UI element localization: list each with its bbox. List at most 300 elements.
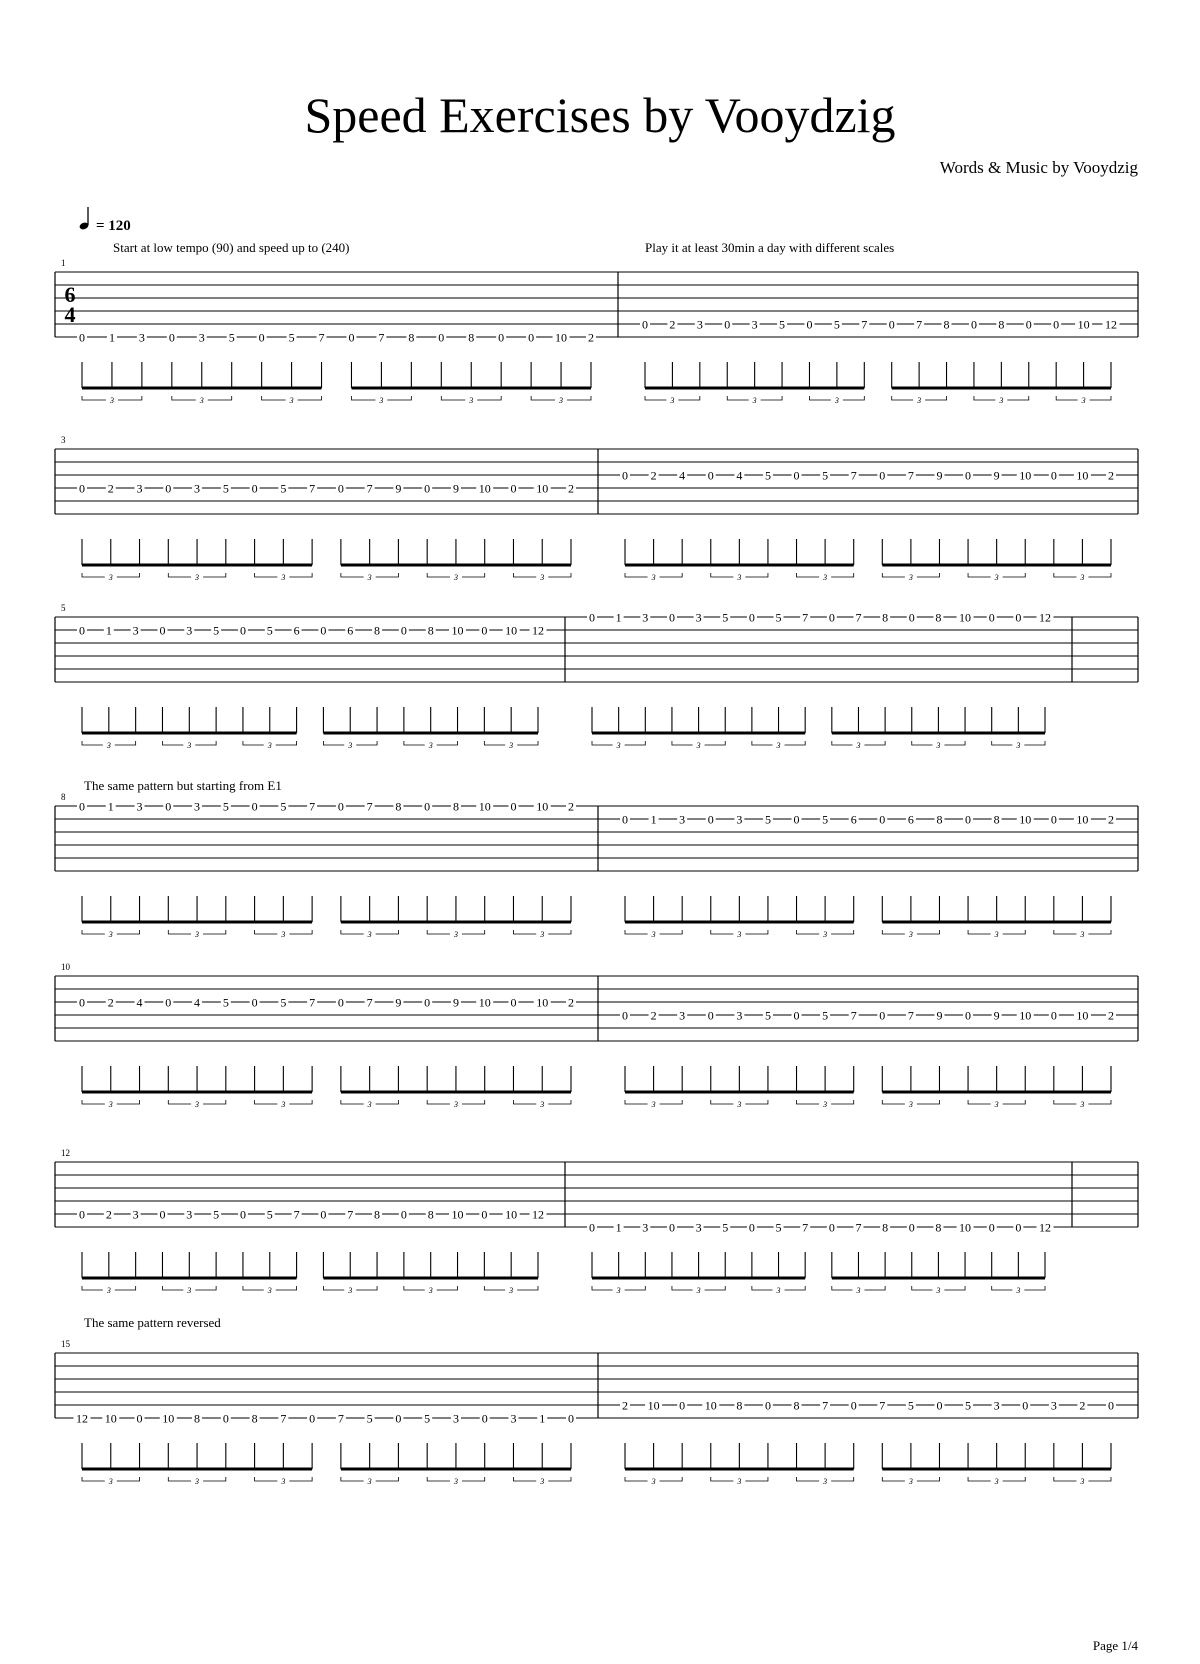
tab-note [534, 995, 551, 1009]
triplet-label: 3 [823, 930, 828, 939]
fret-number: 0 [622, 1008, 628, 1023]
fret-number: 0 [424, 799, 431, 814]
tab-note [278, 995, 288, 1009]
triplet-label: 3 [696, 1286, 701, 1295]
fret-number: 0 [424, 995, 431, 1010]
tab-note [318, 623, 328, 637]
tab-note [292, 623, 302, 637]
fret-number: 0 [159, 623, 166, 638]
fret-number: 0 [79, 799, 85, 814]
fret-number: 5 [280, 799, 287, 814]
tab-note [287, 330, 297, 344]
fret-number: 3 [452, 1411, 459, 1426]
tab-note [399, 623, 409, 637]
triplet-label: 3 [281, 1100, 286, 1109]
fret-number: 0 [748, 610, 755, 625]
fret-number: 7 [907, 468, 914, 483]
fret-number: 3 [186, 1207, 193, 1222]
tab-system-1 [55, 258, 1138, 405]
fret-number: 5 [822, 1008, 829, 1023]
tab-note [1017, 1008, 1034, 1022]
fret-number: 0 [251, 799, 258, 814]
tab-note [106, 995, 116, 1009]
fret-number: 3 [194, 481, 201, 496]
fret-number: 0 [251, 481, 258, 496]
triplet-label: 3 [509, 741, 514, 750]
tab-note [106, 481, 116, 495]
triplet-label: 3 [367, 930, 372, 939]
triplet-label: 3 [737, 930, 742, 939]
tab-note [393, 1411, 403, 1425]
triplet-label: 3 [1081, 396, 1086, 405]
tab-note [508, 799, 518, 813]
triplet-label: 3 [856, 1286, 861, 1295]
tab-note [399, 1207, 409, 1221]
triplet-label: 3 [776, 1286, 781, 1295]
fret-number: 5 [822, 812, 829, 827]
fret-number: 8 [427, 1207, 434, 1222]
fret-number: 3 [138, 330, 145, 345]
credit-line: Words & Music by Vooydzig [939, 158, 1138, 177]
fret-number: 9 [993, 468, 1000, 483]
tab-note [317, 330, 327, 344]
fret-number: 2 [107, 481, 114, 496]
fret-number: 5 [222, 481, 229, 496]
triplet-label: 3 [908, 1477, 913, 1486]
tab-note [694, 1220, 704, 1234]
fret-number: 9 [452, 481, 459, 496]
triplet-label: 3 [540, 1477, 545, 1486]
tab-note [345, 1207, 355, 1221]
fret-number: 5 [280, 995, 287, 1010]
tab-note [566, 799, 576, 813]
tab-note [1051, 317, 1061, 331]
fret-number: 0 [1022, 1398, 1029, 1413]
fret-number: 12 [532, 623, 544, 638]
tab-note [667, 1220, 677, 1234]
tab-note [614, 610, 624, 624]
fret-number: 0 [707, 468, 714, 483]
tab-note [702, 1398, 719, 1412]
tab-note [345, 623, 355, 637]
triplet-label: 3 [453, 930, 458, 939]
fret-number: 0 [165, 799, 172, 814]
tab-note [422, 481, 432, 495]
fret-number: 5 [222, 995, 229, 1010]
fret-number: 0 [965, 812, 972, 827]
triplet-label: 3 [936, 741, 941, 750]
triplet-label: 3 [367, 1100, 372, 1109]
tab-note [645, 1398, 662, 1412]
tab-note [1077, 1398, 1087, 1412]
tab-note [1037, 1220, 1054, 1234]
tab-note [192, 1411, 202, 1425]
fret-number: 7 [366, 799, 373, 814]
fret-number: 10 [162, 1411, 175, 1426]
tab-note [763, 1008, 773, 1022]
fret-number: 10 [959, 610, 972, 625]
tab-note [880, 610, 890, 624]
fret-number: 8 [935, 1220, 942, 1235]
fret-number: 0 [793, 812, 800, 827]
fret-number: 10 [555, 330, 568, 345]
tab-note [640, 610, 650, 624]
fret-number: 8 [374, 623, 381, 638]
triplet-label: 3 [994, 930, 999, 939]
tab-note [1020, 1398, 1030, 1412]
triplet-label: 3 [651, 930, 656, 939]
tab-note [197, 330, 207, 344]
tab-note [747, 610, 757, 624]
fret-number: 0 [679, 1398, 686, 1413]
measure-number: 1 [61, 258, 66, 268]
fret-number: 8 [194, 1411, 201, 1426]
fret-number: 0 [908, 1220, 915, 1235]
tab-note [747, 1220, 757, 1234]
fret-number: 0 [965, 468, 972, 483]
fret-number: 2 [568, 995, 574, 1010]
tab-note [963, 1008, 973, 1022]
tab-note [804, 317, 814, 331]
tab-note [820, 1398, 830, 1412]
tab-note [365, 1411, 375, 1425]
fret-number: 0 [510, 481, 517, 496]
tab-note [1037, 610, 1054, 624]
triplet-label: 3 [856, 741, 861, 750]
tab-system-5 [55, 603, 1138, 750]
tab-note [163, 799, 173, 813]
fret-number: 0 [79, 623, 85, 638]
tab-note [992, 1008, 1002, 1022]
tab-note [996, 317, 1006, 331]
fret-number: 0 [970, 317, 977, 332]
tab-note [877, 812, 887, 826]
fret-number: 7 [802, 610, 809, 625]
fret-number: 9 [936, 468, 943, 483]
tab-note [877, 1398, 887, 1412]
tab-note [820, 812, 830, 826]
triplet-label: 3 [616, 741, 621, 750]
tab-note [1106, 1008, 1116, 1022]
tab-note [677, 1008, 687, 1022]
triplet-label: 3 [752, 396, 757, 405]
fret-number: 0 [481, 1411, 488, 1426]
fret-number: 0 [828, 610, 835, 625]
tab-note [734, 1008, 744, 1022]
triplet-label: 3 [917, 396, 922, 405]
fret-number: 0 [668, 1220, 675, 1235]
fret-number: 10 [478, 799, 491, 814]
tab-note [393, 799, 403, 813]
triplet-label: 3 [469, 396, 474, 405]
tab-note [827, 610, 837, 624]
fret-number: 7 [850, 1008, 857, 1023]
tab-note [877, 1008, 887, 1022]
tab-note [942, 317, 952, 331]
fret-number: 2 [568, 481, 574, 496]
fret-number: 7 [907, 1008, 914, 1023]
tab-note [307, 1411, 317, 1425]
tab-note [77, 995, 87, 1009]
triplet-label: 3 [737, 1477, 742, 1486]
tab-note [534, 481, 551, 495]
tab-note [1075, 317, 1092, 331]
tab-note [832, 317, 842, 331]
tab-note [934, 468, 944, 482]
fret-number: 3 [132, 1207, 139, 1222]
triplet-label: 3 [453, 573, 458, 582]
tab-note [508, 995, 518, 1009]
measure-number: 8 [61, 792, 66, 802]
time-signature-bottom: 4 [64, 302, 76, 327]
tab-note [157, 623, 167, 637]
fret-number: 1 [108, 330, 115, 345]
triplet-label: 3 [670, 396, 675, 405]
fret-number: 10 [1019, 1008, 1032, 1023]
tab-note [250, 1411, 260, 1425]
fret-number: 8 [251, 1411, 258, 1426]
tab-note [906, 1398, 916, 1412]
tab-note [135, 481, 145, 495]
tab-note [479, 1207, 489, 1221]
tab-note [372, 623, 382, 637]
fret-number: 2 [622, 1398, 628, 1413]
tab-note [1103, 317, 1120, 331]
tab-note [376, 330, 386, 344]
tab-note [667, 317, 677, 331]
fret-number: 3 [198, 330, 205, 345]
tab-system-10 [55, 962, 1138, 1109]
tab-note [184, 623, 194, 637]
triplet-label: 3 [195, 573, 200, 582]
fret-number: 2 [1108, 1008, 1114, 1023]
fret-number: 0 [793, 1008, 800, 1023]
fret-number: 7 [366, 481, 373, 496]
triplet-label: 3 [509, 1286, 514, 1295]
tab-note [336, 995, 346, 1009]
fret-number: 5 [775, 1220, 782, 1235]
fret-number: 3 [993, 1398, 1000, 1413]
page-title: Speed Exercises by Vooydzig [304, 87, 896, 143]
fret-number: 3 [696, 317, 703, 332]
tab-note [880, 1220, 890, 1234]
tab-note [530, 1207, 547, 1221]
fret-number: 7 [366, 995, 373, 1010]
tab-note [792, 812, 802, 826]
fret-number: 3 [751, 317, 758, 332]
fret-number: 9 [936, 1008, 943, 1023]
fret-number: 5 [779, 317, 786, 332]
triplet-label: 3 [187, 741, 192, 750]
tab-note [449, 623, 466, 637]
fret-number: 2 [1079, 1398, 1086, 1413]
tab-note [963, 1398, 973, 1412]
triplet-label: 3 [823, 1477, 828, 1486]
fret-number: 0 [908, 610, 915, 625]
triplet-label: 3 [348, 741, 353, 750]
tab-note [1013, 610, 1023, 624]
tab-note [221, 481, 231, 495]
fret-number: 0 [965, 1008, 972, 1023]
tab-note [1049, 1398, 1059, 1412]
fret-number: 0 [159, 1207, 166, 1222]
tab-note [933, 610, 943, 624]
fret-number: 10 [1076, 468, 1089, 483]
tab-note [265, 623, 275, 637]
fret-number: 8 [998, 317, 1005, 332]
tab-note [566, 1411, 576, 1425]
page-number: Page 1/4 [1092, 1638, 1138, 1653]
tab-system-3 [55, 435, 1138, 582]
tab-note [479, 623, 489, 637]
fret-number: 10 [505, 1207, 518, 1222]
fret-number: 10 [451, 623, 464, 638]
tab-note [436, 330, 446, 344]
fret-number: 8 [452, 799, 459, 814]
fret-number: 0 [79, 481, 85, 496]
fret-number: 0 [510, 799, 517, 814]
tab-note [906, 812, 916, 826]
measure-number: 10 [61, 962, 70, 972]
tab-note [365, 799, 375, 813]
tab-note [907, 610, 917, 624]
triplet-label: 3 [1080, 1477, 1085, 1486]
fret-number: 5 [764, 1008, 771, 1023]
tab-note [508, 481, 518, 495]
fret-number: 0 [79, 330, 85, 345]
triplet-label: 3 [540, 1100, 545, 1109]
fret-number: 4 [194, 995, 201, 1010]
fret-number: 3 [136, 481, 143, 496]
fret-number: 10 [536, 481, 549, 496]
triplet-label: 3 [834, 396, 839, 405]
fret-number: 1 [615, 610, 622, 625]
fret-number: 12 [1105, 317, 1117, 332]
tab-note [750, 317, 760, 331]
fret-number: 0 [222, 1411, 229, 1426]
fret-number: 2 [669, 317, 676, 332]
tab-note [135, 995, 145, 1009]
fret-number: 0 [498, 330, 505, 345]
tab-note [957, 1220, 974, 1234]
triplet-label: 3 [1080, 573, 1085, 582]
triplet-label: 3 [108, 573, 113, 582]
fret-number: 10 [478, 995, 491, 1010]
fret-number: 3 [736, 1008, 743, 1023]
tab-note [77, 623, 87, 637]
tab-note [250, 995, 260, 1009]
tab-note [1074, 468, 1091, 482]
tab-note [192, 481, 202, 495]
fret-number: 0 [481, 623, 488, 638]
fret-number: 7 [378, 330, 385, 345]
fret-number: 0 [988, 1220, 995, 1235]
triplet-label: 3 [267, 1286, 272, 1295]
tab-note [336, 1411, 346, 1425]
fret-number: 5 [424, 1411, 431, 1426]
fret-number: 8 [395, 799, 402, 814]
triplet-label: 3 [1080, 930, 1085, 939]
triplet-label: 3 [651, 1477, 656, 1486]
fret-number: 0 [424, 481, 431, 496]
fret-number: 8 [793, 1398, 800, 1413]
fret-number: 5 [764, 812, 771, 827]
fret-number: 0 [251, 995, 258, 1010]
fret-number: 5 [366, 1411, 373, 1426]
fret-number: 5 [213, 623, 220, 638]
tab-note [992, 1398, 1002, 1412]
tab-note [566, 995, 576, 1009]
tab-note [914, 317, 924, 331]
tab-note [820, 468, 830, 482]
tab-note [336, 799, 346, 813]
fret-number: 5 [822, 468, 829, 483]
tab-note [987, 1220, 997, 1234]
fret-number: 7 [318, 330, 325, 345]
tab-note [426, 623, 436, 637]
tab-note [1074, 1008, 1091, 1022]
annotation-start-tempo: Start at low tempo (90) and speed up to (240) [113, 240, 350, 255]
fret-number: 3 [679, 812, 686, 827]
triplet-label: 3 [367, 1477, 372, 1486]
triplet-label: 3 [453, 1477, 458, 1486]
tab-note [77, 330, 87, 344]
tab-note [480, 1411, 490, 1425]
tab-note [677, 1398, 687, 1412]
tab-note [104, 623, 114, 637]
fret-number: 0 [589, 610, 595, 625]
tab-note [792, 1008, 802, 1022]
fret-number: 0 [1053, 317, 1060, 332]
fret-number: 8 [935, 610, 942, 625]
time-signature [65, 282, 76, 327]
tab-note [1049, 812, 1059, 826]
fret-number: 4 [679, 468, 686, 483]
triplet-label: 3 [1080, 1100, 1085, 1109]
tab-note [587, 610, 597, 624]
fret-number: 0 [642, 317, 648, 332]
triplet-label: 3 [109, 396, 114, 405]
tab-note [131, 1207, 141, 1221]
tab-note [292, 1207, 302, 1221]
triplet-label: 3 [199, 396, 204, 405]
fret-number: 5 [764, 468, 771, 483]
tab-note [587, 1220, 597, 1234]
fret-number: 5 [266, 623, 273, 638]
fret-number: 12 [1039, 1220, 1051, 1235]
tab-note [720, 610, 730, 624]
fret-number: 9 [993, 1008, 1000, 1023]
fret-number: 0 [438, 330, 445, 345]
tab-note [211, 1207, 221, 1221]
tab-note [763, 1398, 773, 1412]
fret-number: 3 [132, 623, 139, 638]
tab-note [534, 799, 551, 813]
tab-note [827, 1220, 837, 1234]
fret-number: 9 [395, 995, 402, 1010]
tab-note [906, 1008, 916, 1022]
tab-note [365, 995, 375, 1009]
tab-note [422, 1411, 432, 1425]
fret-number: 10 [451, 1207, 464, 1222]
tab-note [393, 995, 403, 1009]
tab-note [677, 468, 687, 482]
tab-note [160, 1411, 177, 1425]
tab-note [853, 1220, 863, 1234]
fret-number: 7 [822, 1398, 829, 1413]
fret-number: 5 [722, 610, 729, 625]
fret-number: 5 [280, 481, 287, 496]
